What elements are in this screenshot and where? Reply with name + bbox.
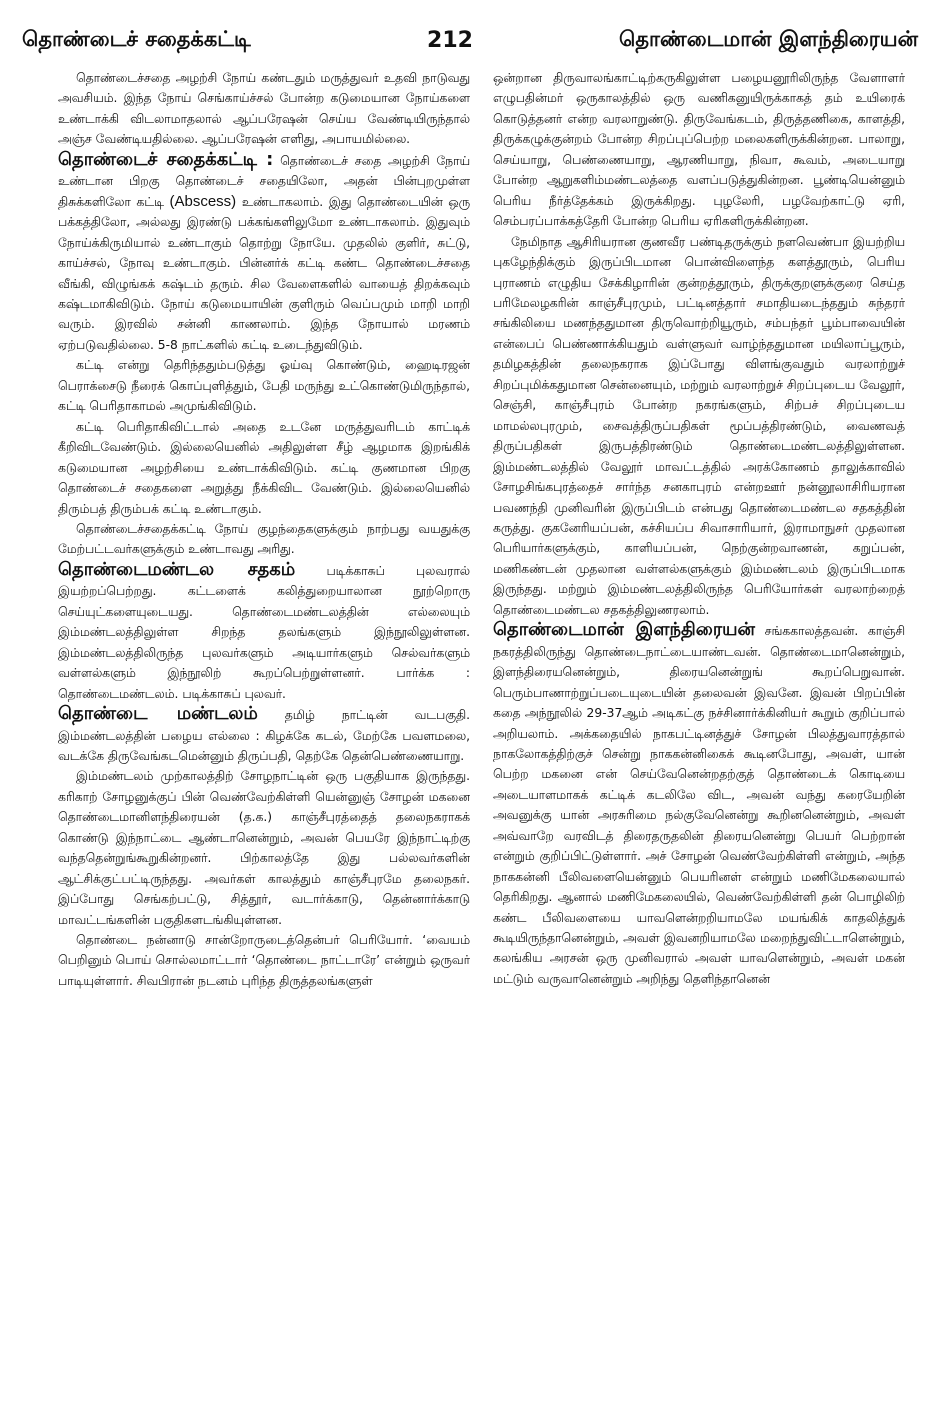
entry-heading: தொண்டைமான் இளந்திரையன்: [493, 619, 756, 641]
paragraph: இம்மண்டலம் முற்காலத்திற் சோழநாட்டின் ஒரு பகுதியாக இருந்தது. கரிகாற் சோழனுக்குப் பின் வெண்வேற்கிள்ளி யென்னுஞ் சோழன் மகனை தொண்டைமானிளந்திரையன் (த.க.) காஞ்சீபுரத்தைத் தலைநகராகக் கொண்டு இந்நாட்டை ஆண்டானென்றும், அவன் பெயரே இந்நாட்டிற்கு வந்ததென்றுங்கூறுகின்றனர். பிற்காலத்தே இது பல்லவர்களின் ஆட்சிக்குட்பட்டிருந்தது. அவர்கள் காலத்தும் காஞ்சீபுரமே தலைநகர். இப்போது செங்கற்பட்டு, சித்தூர், வடார்க்காடு, தென்னார்க்காடு மாவட்டங்களின் பகுதிகளடங்கியுள்ளன.: [58, 769, 470, 927]
entry-text: தமிழ் நாட்டின் வடபகுதி. இம்மண்டலத்தின் பழைய எல்லை : கிழக்கே கடல், மேற்கே பவளமலை, வடக்கே திருவேங்கடமென்னும் திருப்பதி, தெற்கே தென்பெண்ணையாறு.: [58, 708, 470, 763]
running-head-left: தொண்டைச் சதைக்கட்டி: [22, 26, 251, 51]
paragraph: கட்டி பெரிதாகிவிட்டால் அதை உடனே மருத்துவரிடம் காட்டிக் கீறிவிடவேண்டும். இல்லையெனில் அதிலுள்ள சீழ் ஆழமாக இறங்கிக் கடுமையான அழற்சியை உண்டாக்கிவிடும். கட்டி குணமான பிறகு தொண்டைச் சதைகளை அறுத்து நீக்கிவிட வேண்டும். இல்லையெனில் திரும்பத் திரும்பக் கட்டி உண்டாகும்.: [58, 419, 470, 516]
entry-text: தொண்டைச் சதை அழற்சி நோய் உண்டான பிறகு தொண்டைச் சதையிலோ, அதன் பின்புறமுள்ள திசுக்களிலோ கட்டி: [58, 153, 470, 209]
paragraph: தொண்டைச்சதை அழற்சி நோய் கண்டதும் மருத்துவர் உதவி நாடுவது அவசியம். இந்த நோய் செங்காய்ச்சல் போன்ற கடுமையான நோய்களை உண்டாக்கி விடலாமாதலால் ஆப்பரேஷன் செய்ய வேண்டியிருந்தால் அஞ்ச வேண்டியதில்லை. ஆப்பரேஷன் எளிது, அபாயமில்லை.: [58, 71, 470, 147]
page-number: 212: [427, 27, 473, 53]
left-column: [58, 68, 470, 1413]
entry-text: படிக்காசுப் புலவரால் இயற்றப்பெற்றது. கட்டளைக் கலித்துறையாலான நூற்றொரு செய்யுட்களையுடையது. தொண்டைமண்டலத்தின் எல்லையும் இம்மண்டலத்திலுள்ள சிறந்த தலங்களும் இந்நூலிலுள்ளன. இம்மண்டலத்திலிருந்த புலவர்களும் அடியார்களும் செல்வர்களும் வள்ளல்களும் இந்நூலிற் கூறப்பெற்றுள்ளனர். பார்க்க : தொண்டைமண்டலம். படிக்காசுப் புலவர்.: [58, 563, 470, 701]
paragraph: தொண்டைச்சதைக்கட்டி நோய் குழந்தைகளுக்கும் நாற்பது வயதுக்கு மேற்பட்டவர்களுக்கும் உண்டாவது அரிது.: [58, 521, 470, 557]
entry-ilanthiraiyan: [493, 620, 905, 989]
paragraph: நேமிநாத ஆசிரியரான குணவீர பண்டிதருக்கும் நளவெண்பா இயற்றிய புகழேந்திக்கும் இருப்பிடமான பொன்விளைந்த களத்தூரும், பெரிய புராணம் எழுதிய சேக்கிழாரின் குன்றத்தூரும், திருக்குறளுக்குரை செய்த பரிமேலழகரின் காஞ்சீபுரமும், பட்டினத்தார் சமாதியடைந்ததும் சுந்தரர் சங்கிலியை மணந்ததுமான திருவொற்றியூரும், சம்பந்தர் பூம்பாவையின் என்பைப் பெண்ணாக்கியதும் வள்ளுவர் வாழ்ந்ததுமான மயிலாப்பூரும், தமிழகத்தின் தலைநகராக இப்போது விளங்குவதும் வரலாற்றுச் சிறப்புமிக்கதுமான சென்னையும், மற்றும் வரலாற்றுச் சிறப்புடைய வேலூர், செஞ்சி, காஞ்சீபுரம் போன்ற நகரங்களும், சிற்பச் சிறப்புடைய மாமல்லபுரமும், சைவத்திருப்பதிகள் மூப்பத்திரண்டும், வைணவத் திருப்பதிகள் இருபத்திரண்டும் தொண்டைமண்டலத்திலுள்ளன. இம்மண்டலத்தில் வேலூர் மாவட்டத்தில் அரக்கோணம் தாலுக்காவில் சோழசிங்கபுரத்தைச் சார்ந்த சனகாபுரம் என்றஊர் நன்னூலாசிரியரான பவணந்தி முனிவரின் இருப்பிடம் என்பது தொண்டைமண்டல சதகத்தின் கருத்து. குகனேரியப்பன், கச்சியப்ப சிவாசாரியார், இராமாநுசர் முதலான பெரியார்களுக்கும், காளியப்பன், நெற்குன்றவாணன், கறுப்பன், மணிகண்டன் முதலான வள்ளல்களுக்கும் இம்மண்டலம் இருப்பிடமாக இருந்தது. மற்றும் இம்மண்டலத்திலிருந்த பெரியோர்கள் வரலாற்றைத் தொண்டைமண்டல சதகத்திலுணரலாம்.: [493, 234, 905, 617]
running-head-right: தொண்டைமான் இளந்திரையன்: [619, 26, 918, 51]
entry-abscess: [58, 150, 470, 356]
entry-text: உண்டாகலாம். இது தொண்டையின் ஒரு பக்கத்திலோ, அல்லது இரண்டு பக்கங்களிலுமோ உண்டாகலாம். இதுவும் நோய்க்கிருமியால் உண்டாகும் தொற்று நோயே. முதலில் குளிர், சுட்டு, காய்ச்சல், நோவு உண்டாகும். பின்னர்க் கட்டி கண்ட தொண்டைச்சதை வீங்கி, விழுங்கக் கஷ்டம் தரும். சில வேளைகளில் வாயைத் திறக்கவும் கஷ்டமாகிவிடும். நோய் கடுமையாயின் குளிரும் வெப்பமும் மாறி மாறி வரும். இரவில் சன்னி காணலாம். இந்த நோயால் மரணம் ஏற்படுவதில்லை. 5-8 நாட்களில் கட்டி உடைந்துவிடும்.: [58, 194, 470, 352]
entry-thondai-mandalam: [58, 704, 470, 766]
paragraph: கட்டி என்று தெரிந்ததும்படுத்து ஓய்வு கொண்டும், ஹைடிரஜன் பெராக்சைடு நீரைக் கொப்புளித்தும், பேதி மருந்து உட்கொண்டுமிருந்தால், கட்டி பெரிதாகாமல் அமுங்கிவிடும்.: [58, 358, 470, 414]
paragraph: ஒன்றான திருவாலங்காட்டிற்கருகிலுள்ள பழையனூரிலிருந்த வேளாளர் எழுபதின்மர் ஒருகாலத்தில் ஒரு வணிகனுயிருக்காகத் தம் உயிரைக் கொடுத்தனர் என்ற வரலாறுண்டு. திருவேங்கடம், திருத்தணிகை, காளத்தி, திருக்கழுக்குன்றம் போன்ற சிறப்புப்பெற்ற மலைகளிருக்கின்றன. பாலாறு, செய்யாறு, பெண்ணையாறு, ஆரணியாறு, நிவா, கூவம், அடையாறு போன்ற ஆறுகளிம்மண்டலத்தை வளப்படுத்துகின்றன. பூண்டியென்னும் பெரிய நீர்த்தேக்கம் இருக்கிறது. புழலேரி, பழவேற்காட்டு ஏரி, செம்பரப்பாக்கத்தேரி போன்ற பெரிய ஏரிகளிருக்கின்றன.: [493, 71, 905, 229]
abscess-term: (Abscess): [169, 192, 237, 210]
paragraph: தொண்டை நன்னாடு சான்றோருடைத்தென்பர் பெரியோர். ‘வையம் பெறினும் பொய் சொல்லமாட்டார் ‘தொண்டை நாட்டாரே’ என்றும் ஒருவர் பாடியுள்ளார். சிவபிரான் நடனம் புரிந்த திருத்தலங்களுள்: [58, 933, 470, 988]
entry-heading: தொண்டைமண்டல சதகம்: [58, 558, 296, 580]
entry-heading: தொண்டைச் சதைக்கட்டி :: [58, 148, 274, 170]
page-header: [22, 22, 918, 58]
right-column: [493, 68, 905, 1413]
entry-mandala-sathakam: [58, 560, 470, 704]
entry-text: சங்ககாலத்தவன். காஞ்சி நகரத்திலிருந்து தொண்டைநாட்டையாண்டவன். தொண்டைமானென்றும், இளந்திரையனென்றும், திரையனென்றுங் கூறப்பெறுவான். பெரும்பாணாற்றுப்படையுடையின் தலைவன் இவனே. இவன் பிறப்பின் கதை அந்நூலில் 29-37ஆம் அடிகட்கு நச்சினார்க்கினியர் கூறும் குறிப்பால் அறியலாம். அக்கதையில் நாகபட்டினத்துச் சோழன் பிலத்துவாரத்தால் நாகலோகத்திற்குச் சென்று நாககன்னிகைக் கூடினபோது, அவள், யான் பெற்ற மகனை என் செய்வேனென்றதற்குத் தொண்டைக் கொடியை அடையாளமாகக் கட்டிக் கடலிலே விட, அவன் வந்து கரையேறின் அவனுக்கு யான் அரசுரிமை நல்குவேனென்று கூறினனென்றும், அவள் அவ்வாறே வரவிடத் திரைதருதலின் திரையனென்று பெயர் பெற்றான் என்றும் குறிப்பிட்டுள்ளார். அச் சோழன் வெண்வேற்கிள்ளி என்றும், அந்த நாககன்னி பீலிவளையென்னும் பெயரினள் என்றும் மணிமேகலையால் தெரிகிறது. ஆனால் மணிமேகலையில், வெண்வேற்கிள்ளி தன் பொழிலிற் கண்ட பீலிவளையை யாவளென்றறியாமலே மயங்கிக் காதலித்துக் கூடியிருந்தானென்றும், அவள் இவனறியாமலே மறைந்துவிட்டாளென்றும், கலங்கிய அரசன் ஒரு முனிவரால் அவள் யாவளென்றும், அவள் மகன் மட்டும் வருவானென்றும் அறிந்து தெளிந்தானென்: [493, 624, 905, 986]
entry-heading: தொண்டை மண்டலம்: [58, 703, 258, 725]
